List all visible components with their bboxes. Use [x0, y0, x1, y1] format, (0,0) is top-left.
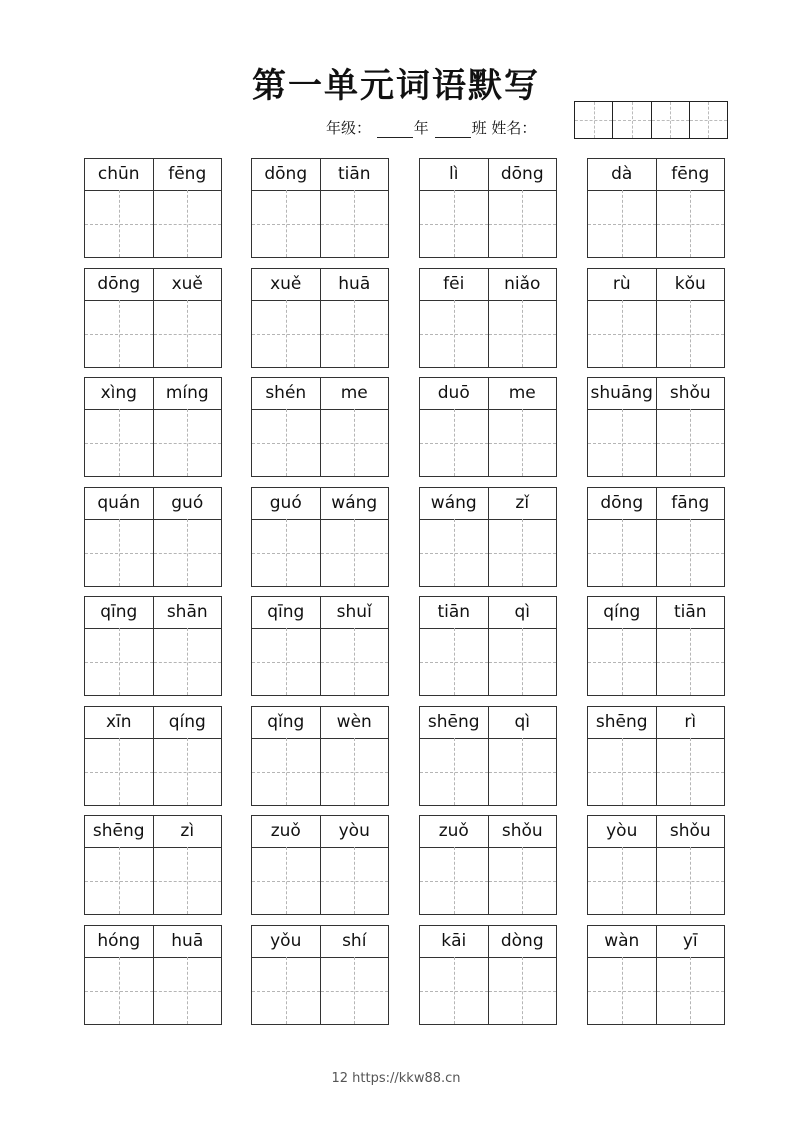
pinyin-row: [85, 159, 221, 191]
character-writing-row: [420, 300, 556, 367]
pinyin-syllable: guó: [252, 488, 321, 519]
pinyin-syllable: hóng: [85, 926, 154, 957]
pinyin-syllable: me: [508, 383, 536, 403]
tianzige-box[interactable]: [657, 628, 725, 695]
word-cell: [587, 377, 725, 477]
pinyin-row: [420, 597, 556, 629]
pinyin-syllable: chūn: [85, 159, 154, 190]
tianzige-box[interactable]: [489, 300, 557, 367]
word-cell: [419, 815, 557, 915]
pinyin-row: [252, 488, 388, 520]
pinyin-syllable: qǐng: [252, 707, 321, 738]
tianzige-box[interactable]: [252, 957, 321, 1024]
word-cell: [251, 377, 389, 477]
character-writing-row: [420, 628, 556, 695]
tianzige-box[interactable]: [588, 738, 657, 805]
word-cell: [419, 268, 557, 368]
tianzige-box[interactable]: [252, 519, 321, 586]
pinyin-row: [588, 269, 724, 301]
tianzige-box[interactable]: [420, 628, 489, 695]
tianzige-box[interactable]: [85, 957, 154, 1024]
pinyin-syllable: qíng: [588, 597, 657, 628]
tianzige-box[interactable]: [657, 300, 725, 367]
pinyin-row: [420, 269, 556, 301]
pinyin-syllable: guó: [171, 493, 204, 513]
character-writing-row: [252, 409, 388, 476]
character-writing-row: [85, 628, 221, 695]
character-writing-row: [588, 409, 724, 476]
tianzige-box[interactable]: [489, 847, 557, 914]
character-writing-row: [420, 190, 556, 257]
character-writing-row: [588, 300, 724, 367]
tianzige-box[interactable]: [588, 190, 657, 257]
word-cell: [84, 925, 222, 1025]
character-writing-row: [85, 738, 221, 805]
word-cell: [251, 158, 389, 258]
tianzige-box[interactable]: [489, 628, 557, 695]
pinyin-syllable: fēng: [671, 164, 710, 184]
pinyin-syllable: kǒu: [674, 274, 706, 294]
character-writing-row: [420, 847, 556, 914]
word-cell: [419, 925, 557, 1025]
tianzige-box[interactable]: [420, 738, 489, 805]
word-cell: [84, 815, 222, 915]
pinyin-syllable: huā: [171, 931, 204, 951]
tianzige-box[interactable]: [420, 409, 489, 476]
pinyin-syllable: shēng: [85, 816, 154, 847]
tianzige-box[interactable]: [588, 957, 657, 1024]
word-cell: [251, 596, 389, 696]
tianzige-box[interactable]: [588, 409, 657, 476]
grade-blank[interactable]: [377, 123, 413, 138]
character-writing-row: [420, 957, 556, 1024]
tianzige-box[interactable]: [154, 190, 222, 257]
pinyin-syllable: wáng: [331, 493, 378, 513]
pinyin-syllable: zuǒ: [420, 816, 489, 847]
tianzige-box[interactable]: [85, 519, 154, 586]
tianzige-box[interactable]: [588, 847, 657, 914]
pinyin-syllable: qīng: [85, 597, 154, 628]
pinyin-syllable: xīn: [85, 707, 154, 738]
character-writing-row: [252, 190, 388, 257]
tianzige-box[interactable]: [321, 847, 389, 914]
student-info-line: [326, 117, 536, 138]
word-cell: [587, 158, 725, 258]
character-writing-row: [252, 628, 388, 695]
tianzige-box[interactable]: [420, 519, 489, 586]
character-writing-row: [85, 190, 221, 257]
grade-label: 年级：: [326, 119, 372, 137]
tianzige-box[interactable]: [489, 519, 557, 586]
tianzige-box[interactable]: [85, 738, 154, 805]
tianzige-box[interactable]: [252, 190, 321, 257]
tianzige-box[interactable]: [489, 957, 557, 1024]
word-cell: [251, 268, 389, 368]
name-box[interactable]: [575, 102, 613, 138]
pinyin-syllable: míng: [165, 383, 209, 403]
tianzige-box[interactable]: [85, 628, 154, 695]
tianzige-box[interactable]: [657, 190, 725, 257]
tianzige-box[interactable]: [321, 300, 389, 367]
name-writing-boxes[interactable]: [574, 101, 728, 139]
pinyin-syllable: shuāng: [588, 378, 657, 409]
pinyin-syllable: dòng: [500, 931, 544, 951]
name-box[interactable]: [652, 102, 690, 138]
character-writing-row: [252, 738, 388, 805]
tianzige-box[interactable]: [252, 300, 321, 367]
pinyin-row: [588, 159, 724, 191]
pinyin-syllable: qíng: [168, 712, 206, 732]
tianzige-box[interactable]: [252, 628, 321, 695]
character-writing-row: [85, 519, 221, 586]
pinyin-row: [85, 816, 221, 848]
character-writing-row: [85, 847, 221, 914]
pinyin-syllable: qīng: [252, 597, 321, 628]
pinyin-syllable: kāi: [420, 926, 489, 957]
character-writing-row: [588, 519, 724, 586]
tianzige-box[interactable]: [588, 628, 657, 695]
pinyin-syllable: rù: [588, 269, 657, 300]
pinyin-syllable: shān: [166, 602, 208, 622]
tianzige-box[interactable]: [657, 957, 725, 1024]
pinyin-row: [252, 378, 388, 410]
word-cell: [419, 596, 557, 696]
word-cell: [84, 377, 222, 477]
character-writing-row: [85, 300, 221, 367]
pinyin-syllable: shǒu: [669, 383, 711, 403]
pinyin-syllable: qì: [514, 712, 530, 732]
word-cell: [587, 487, 725, 587]
pinyin-row: [588, 597, 724, 629]
character-writing-row: [588, 957, 724, 1024]
class-suffix: 班: [471, 119, 487, 137]
word-cell: [251, 815, 389, 915]
pinyin-syllable: tiān: [420, 597, 489, 628]
word-cell: [419, 158, 557, 258]
pinyin-syllable: duō: [420, 378, 489, 409]
pinyin-syllable: zuǒ: [252, 816, 321, 847]
pinyin-syllable: niǎo: [504, 274, 541, 294]
pinyin-row: [420, 378, 556, 410]
tianzige-box[interactable]: [252, 738, 321, 805]
footer-source: 12 https://kkw88.cn: [331, 1071, 461, 1086]
pinyin-row: [252, 816, 388, 848]
character-writing-row: [420, 738, 556, 805]
character-writing-row: [252, 957, 388, 1024]
pinyin-syllable: shí: [342, 931, 367, 951]
pinyin-syllable: xìng: [85, 378, 154, 409]
pinyin-row: [252, 926, 388, 958]
word-cell: [419, 377, 557, 477]
pinyin-syllable: rì: [684, 712, 697, 732]
pinyin-syllable: yòu: [338, 821, 370, 841]
word-cell: [587, 596, 725, 696]
word-cell: [84, 158, 222, 258]
pinyin-syllable: wèn: [336, 712, 372, 732]
word-cell: [587, 706, 725, 806]
pinyin-syllable: qì: [514, 602, 530, 622]
pinyin-syllable: dōng: [500, 164, 544, 184]
character-writing-row: [420, 519, 556, 586]
character-writing-row: [85, 409, 221, 476]
tianzige-box[interactable]: [154, 847, 222, 914]
tianzige-box[interactable]: [489, 409, 557, 476]
pinyin-row: [85, 707, 221, 739]
pinyin-row: [85, 926, 221, 958]
pinyin-row: [420, 159, 556, 191]
character-writing-row: [420, 409, 556, 476]
tianzige-box[interactable]: [321, 738, 389, 805]
pinyin-row: [420, 816, 556, 848]
character-writing-row: [588, 628, 724, 695]
pinyin-row: [588, 816, 724, 848]
tianzige-box[interactable]: [154, 409, 222, 476]
tianzige-box[interactable]: [489, 738, 557, 805]
tianzige-box[interactable]: [321, 957, 389, 1024]
pinyin-row: [252, 269, 388, 301]
word-cell: [84, 596, 222, 696]
tianzige-box[interactable]: [154, 628, 222, 695]
pinyin-syllable: fēng: [168, 164, 207, 184]
character-writing-row: [588, 190, 724, 257]
pinyin-syllable: me: [340, 383, 368, 403]
tianzige-box[interactable]: [252, 847, 321, 914]
tianzige-box[interactable]: [154, 738, 222, 805]
pinyin-row: [588, 378, 724, 410]
tianzige-box[interactable]: [489, 190, 557, 257]
pinyin-row: [420, 707, 556, 739]
pinyin-syllable: dōng: [85, 269, 154, 300]
word-grid: [84, 158, 724, 1028]
pinyin-syllable: dà: [588, 159, 657, 190]
tianzige-box[interactable]: [321, 190, 389, 257]
tianzige-box[interactable]: [420, 847, 489, 914]
year-suffix: 年: [413, 119, 429, 137]
tianzige-box[interactable]: [588, 300, 657, 367]
tianzige-box[interactable]: [657, 519, 725, 586]
tianzige-box[interactable]: [321, 519, 389, 586]
pinyin-row: [588, 488, 724, 520]
word-cell: [84, 706, 222, 806]
pinyin-syllable: zì: [180, 821, 195, 841]
tianzige-box[interactable]: [154, 300, 222, 367]
pinyin-syllable: xuě: [171, 274, 203, 294]
pinyin-syllable: shēng: [420, 707, 489, 738]
pinyin-syllable: shǒu: [669, 821, 711, 841]
character-writing-row: [588, 847, 724, 914]
pinyin-syllable: xuě: [252, 269, 321, 300]
tianzige-box[interactable]: [252, 409, 321, 476]
tianzige-box[interactable]: [85, 409, 154, 476]
pinyin-row: [588, 707, 724, 739]
pinyin-syllable: shuǐ: [336, 602, 372, 622]
pinyin-row: [252, 707, 388, 739]
word-cell: [251, 706, 389, 806]
pinyin-syllable: shēng: [588, 707, 657, 738]
pinyin-syllable: shén: [252, 378, 321, 409]
word-cell: [587, 268, 725, 368]
word-cell: [251, 487, 389, 587]
tianzige-box[interactable]: [154, 957, 222, 1024]
character-writing-row: [252, 847, 388, 914]
pinyin-syllable: dōng: [252, 159, 321, 190]
pinyin-syllable: wàn: [588, 926, 657, 957]
tianzige-box[interactable]: [420, 190, 489, 257]
character-writing-row: [252, 300, 388, 367]
pinyin-syllable: yòu: [588, 816, 657, 847]
pinyin-row: [420, 926, 556, 958]
pinyin-syllable: fāng: [671, 493, 710, 513]
pinyin-syllable: huā: [338, 274, 371, 294]
name-box[interactable]: [613, 102, 651, 138]
pinyin-row: [85, 269, 221, 301]
tianzige-box[interactable]: [85, 300, 154, 367]
pinyin-syllable: yī: [682, 931, 698, 951]
pinyin-syllable: zǐ: [515, 493, 530, 513]
tianzige-box[interactable]: [420, 957, 489, 1024]
character-writing-row: [588, 738, 724, 805]
tianzige-box[interactable]: [85, 847, 154, 914]
word-cell: [419, 706, 557, 806]
pinyin-syllable: lì: [420, 159, 489, 190]
pinyin-syllable: fēi: [420, 269, 489, 300]
pinyin-row: [85, 378, 221, 410]
tianzige-box[interactable]: [154, 519, 222, 586]
tianzige-box[interactable]: [657, 738, 725, 805]
pinyin-row: [252, 597, 388, 629]
tianzige-box[interactable]: [321, 628, 389, 695]
tianzige-box[interactable]: [85, 190, 154, 257]
name-label: 姓名：: [491, 119, 537, 137]
word-cell: [419, 487, 557, 587]
pinyin-row: [588, 926, 724, 958]
character-writing-row: [85, 957, 221, 1024]
pinyin-syllable: dōng: [588, 488, 657, 519]
pinyin-row: [85, 488, 221, 520]
tianzige-box[interactable]: [657, 847, 725, 914]
pinyin-syllable: tiān: [337, 164, 371, 184]
name-box[interactable]: [690, 102, 727, 138]
pinyin-syllable: quán: [85, 488, 154, 519]
class-blank[interactable]: [435, 123, 471, 138]
word-cell: [587, 815, 725, 915]
tianzige-box[interactable]: [657, 409, 725, 476]
pinyin-syllable: yǒu: [252, 926, 321, 957]
pinyin-syllable: wáng: [420, 488, 489, 519]
word-cell: [84, 487, 222, 587]
word-cell: [84, 268, 222, 368]
pinyin-syllable: shǒu: [501, 821, 543, 841]
pinyin-row: [85, 597, 221, 629]
character-writing-row: [252, 519, 388, 586]
tianzige-box[interactable]: [321, 409, 389, 476]
pinyin-syllable: tiān: [673, 602, 707, 622]
tianzige-box[interactable]: [420, 300, 489, 367]
pinyin-row: [420, 488, 556, 520]
word-cell: [587, 925, 725, 1025]
word-cell: [251, 925, 389, 1025]
pinyin-row: [252, 159, 388, 191]
tianzige-box[interactable]: [588, 519, 657, 586]
page-title: 第一单元词语默写: [252, 66, 540, 106]
